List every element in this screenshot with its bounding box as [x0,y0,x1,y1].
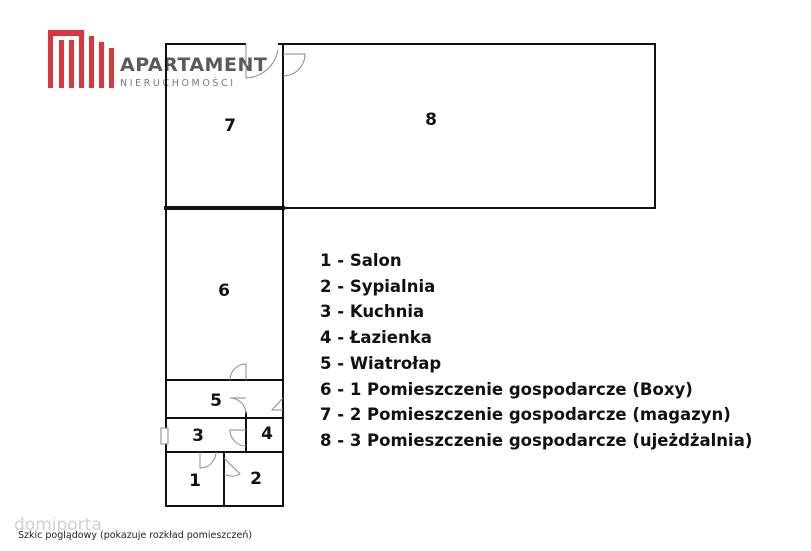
plan-caption: Szkic poglądowy (pokazuje rozkład pomieszczeń) [18,530,253,541]
legend-item: 7 - 2 Pomieszczenie gospodarcze (magazyn) [320,405,731,425]
room-label-4: 4 [261,424,273,444]
legend-item: 5 - Wiatrołap [320,353,442,373]
window-icon [161,428,168,444]
legend-item: 6 - 1 Pomieszczenie gospodarcze (Boxy) [320,379,693,399]
door-icon [283,54,305,76]
legend-item: 2 - Sypialnia [320,276,436,296]
legend-item: 1 - Salon [320,251,402,270]
legend-item: 8 - 3 Pomieszczenie gospodarcze (ujeżdżalnia) [320,430,753,450]
room-label-3: 3 [192,426,204,446]
door-icon [230,430,246,446]
legend-item: 4 - Łazienka [320,328,432,348]
door-icon [246,44,278,78]
room-8-outline [283,44,655,208]
logo-subtitle: NIERUCHOMOŚCI [120,78,236,89]
legend-item: 3 - Kuchnia [320,302,425,322]
room-label-2: 2 [250,469,262,489]
room-label-5: 5 [210,391,222,411]
logo-name: APARTAMENT [120,54,268,76]
door-icon [200,452,216,468]
door-icon [230,364,246,380]
door-icon [230,398,246,414]
room-label-7: 7 [224,116,236,136]
room-label-6: 6 [218,281,230,301]
door-icon [272,398,283,410]
room-label-8: 8 [425,110,437,130]
door-icon [224,458,240,476]
room-label-1: 1 [189,471,201,491]
watermark: domiporta [14,515,102,535]
room-legend [320,248,752,454]
